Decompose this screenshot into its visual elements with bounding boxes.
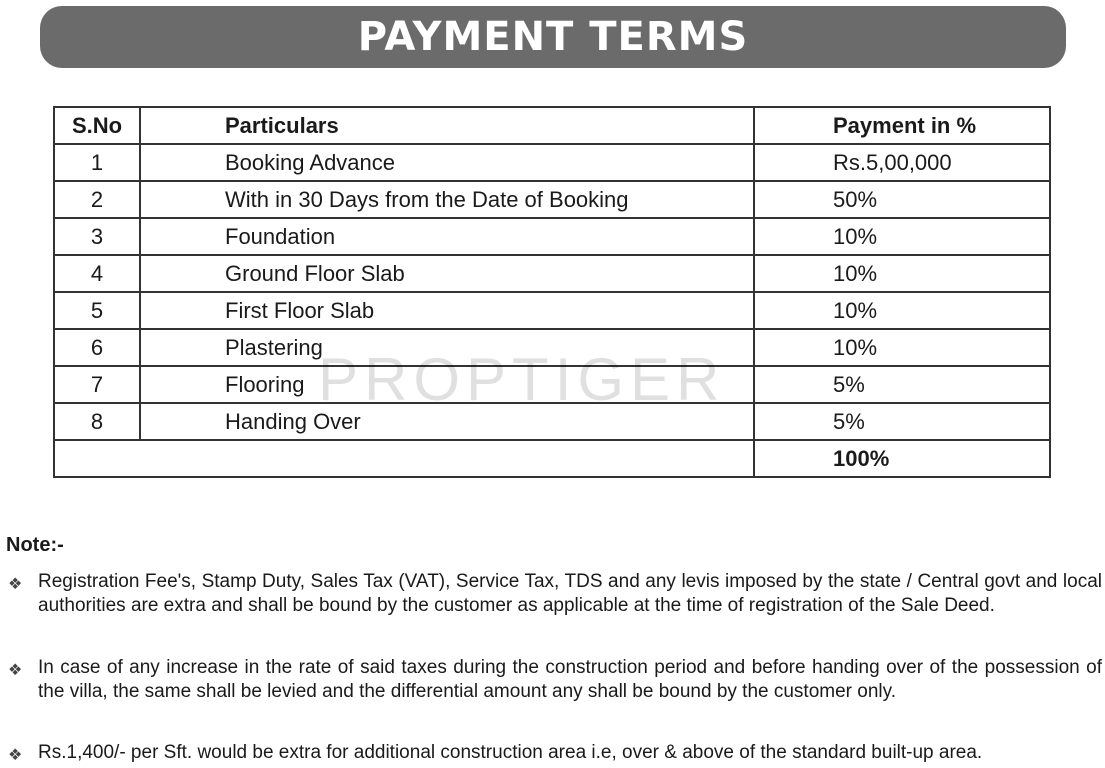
bullet-icon: ❖ xyxy=(8,576,23,593)
cell-particular: Handing Over xyxy=(140,403,754,440)
cell-particular: With in 30 Days from the Date of Booking xyxy=(140,181,754,218)
cell-payment: Rs.5,00,000 xyxy=(754,144,1050,181)
cell-particular: Flooring xyxy=(140,366,754,403)
cell-sno: 2 xyxy=(54,181,140,218)
cell-payment: 5% xyxy=(754,366,1050,403)
table-row xyxy=(54,218,1050,255)
bullet-icon: ❖ xyxy=(8,747,23,764)
cell-payment: 5% xyxy=(754,403,1050,440)
note-item: In case of any increase in the rate of said taxes during the construction period and before handing over of the possession of the villa, the same shall be levied and the differential amount any shall be bound by the customer only. xyxy=(38,657,1102,702)
cell-particular: Plastering xyxy=(140,329,754,366)
watermark: PROPTIGER xyxy=(318,346,726,413)
cell-sno: 1 xyxy=(54,144,140,181)
cell-payment: 10% xyxy=(754,329,1050,366)
cell-particular: Ground Floor Slab xyxy=(140,255,754,292)
cell-sno: 3 xyxy=(54,218,140,255)
table-header-row xyxy=(54,107,1050,144)
table-row xyxy=(54,144,1050,181)
header-particulars: Particulars xyxy=(140,107,754,144)
cell-particular: Booking Advance xyxy=(140,144,754,181)
title-banner xyxy=(40,6,1066,68)
note-item: Rs.1,400/- per Sft. would be extra for additional construction area i.e, over & above of the standard built-up area. xyxy=(38,742,983,763)
table-row xyxy=(54,329,1050,366)
table-row xyxy=(54,181,1050,218)
note-title: Note:- xyxy=(6,534,64,556)
table-row xyxy=(54,366,1050,403)
table-row xyxy=(54,255,1050,292)
cell-payment: 50% xyxy=(754,181,1050,218)
table-total-row xyxy=(54,440,1050,477)
page-title: PAYMENT TERMS xyxy=(357,14,749,60)
cell-payment: 10% xyxy=(754,292,1050,329)
header-sno: S.No xyxy=(54,107,140,144)
payment-terms-table xyxy=(53,106,1051,478)
header-payment: Payment in % xyxy=(754,107,1050,144)
cell-particular: Foundation xyxy=(140,218,754,255)
table-row xyxy=(54,292,1050,329)
cell-sno: 7 xyxy=(54,366,140,403)
cell-sno: 5 xyxy=(54,292,140,329)
cell-payment: 10% xyxy=(754,218,1050,255)
table-row xyxy=(54,403,1050,440)
cell-sno: 8 xyxy=(54,403,140,440)
note-item: Registration Fee's, Stamp Duty, Sales Tax (VAT), Service Tax, TDS and any levis imposed by the state / Central govt and local authorities are extra and shall be bound by the customer as applicable at the time of registration of the Sale Deed. xyxy=(38,571,1102,616)
total-empty-cell xyxy=(54,440,754,477)
cell-sno: 6 xyxy=(54,329,140,366)
cell-particular: First Floor Slab xyxy=(140,292,754,329)
total-payment: 100% xyxy=(754,440,1050,477)
cell-sno: 4 xyxy=(54,255,140,292)
cell-payment: 10% xyxy=(754,255,1050,292)
bullet-icon: ❖ xyxy=(8,662,23,679)
